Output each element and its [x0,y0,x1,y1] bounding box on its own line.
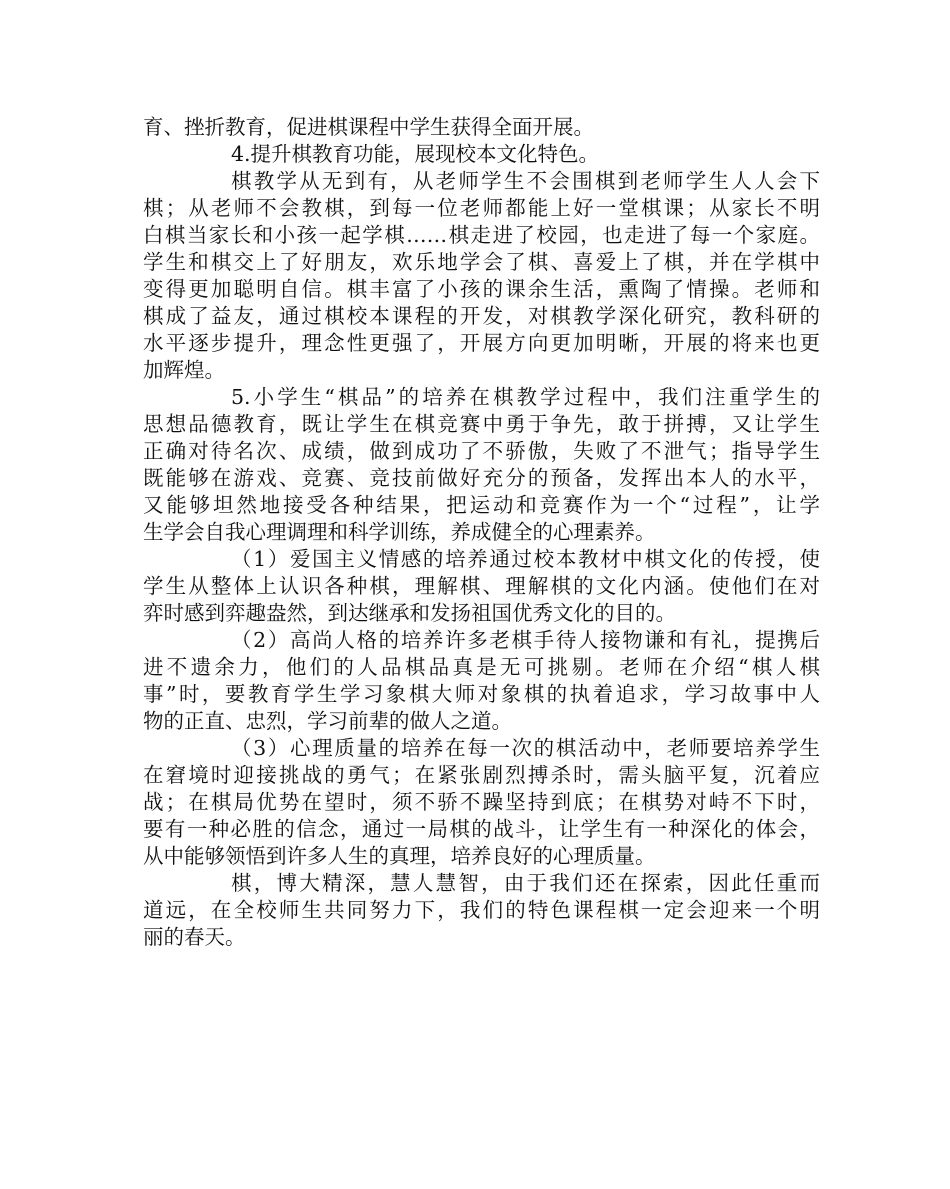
text-line: 又能够坦然地接受各种结果，把运动和竞赛作为一个“过程”，让学 [143,493,820,517]
text-line: 4.提升棋教育功能，展现校本文化特色。 [231,142,600,166]
document-page [143,114,820,951]
text-line: 水平逐步提升，理念性更强了，开展方向更加明晰，开展的将来也更 [143,331,820,355]
text-line: 丽的春天。 [143,925,246,949]
text-line: 从中能够领悟到许多人生的真理，培养良好的心理质量。 [143,844,656,868]
text-line: 既能够在游戏、竞赛、竞技前做好充分的预备，发挥出本人的水平， [143,466,820,490]
text-line: 加辉煌。 [143,358,225,382]
text-line: 思想品德教育，既让学生在棋竞赛中勇于争先，敢于拼搏，又让学生 [143,412,820,436]
text-line: 战；在棋局优势在望时，须不骄不躁坚持到底；在棋势对峙不下时， [143,790,820,814]
text-line: 棋；从老师不会教棋，到每一位老师都能上好一堂棋课；从家长不明 [143,196,820,220]
text-line: 棋教学从无到有，从老师学生不会围棋到老师学生人人会下 [231,169,820,193]
text-line: （3）心理质量的培养在每一次的棋活动中，老师要培养学生 [231,736,820,760]
text-line: 事”时，要教育学生学习象棋大师对象棋的执着追求，学习故事中人 [143,682,820,706]
text-line: 育、挫折教育，促进棋课程中学生获得全面开展。 [143,115,594,139]
text-line: 弈时感到弈趣盎然，到达继承和发扬祖国优秀文化的目的。 [143,601,676,625]
text-line: 学生和棋交上了好朋友，欢乐地学会了棋、喜爱上了棋，并在学棋中 [143,250,820,274]
text-line: 进不遗余力，他们的人品棋品真是无可挑剔。老师在介绍“棋人棋 [143,655,820,679]
text-line: 在窘境时迎接挑战的勇气；在紧张剧烈搏杀时，需头脑平复，沉着应 [143,763,820,787]
text-line: （1）爱国主义情感的培养通过校本教材中棋文化的传授，使 [231,547,820,571]
text-line: 5.小学生“棋品”的培养在棋教学过程中，我们注重学生的 [231,385,820,409]
text-line: 生学会自我心理调理和科学训练，养成健全的心理素养。 [143,520,656,544]
text-line: 物的正直、忠烈，学习前辈的做人之道。 [143,709,512,733]
text-line: 变得更加聪明自信。棋丰富了小孩的课余生活，熏陶了情操。老师和 [143,277,820,301]
text-line: 白棋当家长和小孩一起学棋……棋走进了校园，也走进了每一个家庭。 [143,223,820,247]
text-line: 棋成了益友，通过棋校本课程的开发，对棋教学深化研究，教科研的 [143,304,820,328]
text-line: 要有一种必胜的信念，通过一局棋的战斗，让学生有一种深化的体会， [143,817,820,841]
text-line: 棋，博大精深，慧人慧智，由于我们还在探索，因此任重而 [231,871,820,895]
text-line: 学生从整体上认识各种棋，理解棋、理解棋的文化内涵。使他们在对 [143,574,820,598]
text-line: （2）高尚人格的培养许多老棋手待人接物谦和有礼，提携后 [231,628,820,652]
text-line: 正确对待名次、成绩，做到成功了不骄傲，失败了不泄气；指导学生 [143,439,820,463]
text-line: 道远，在全校师生共同努力下，我们的特色课程棋一定会迎来一个明 [143,898,820,922]
